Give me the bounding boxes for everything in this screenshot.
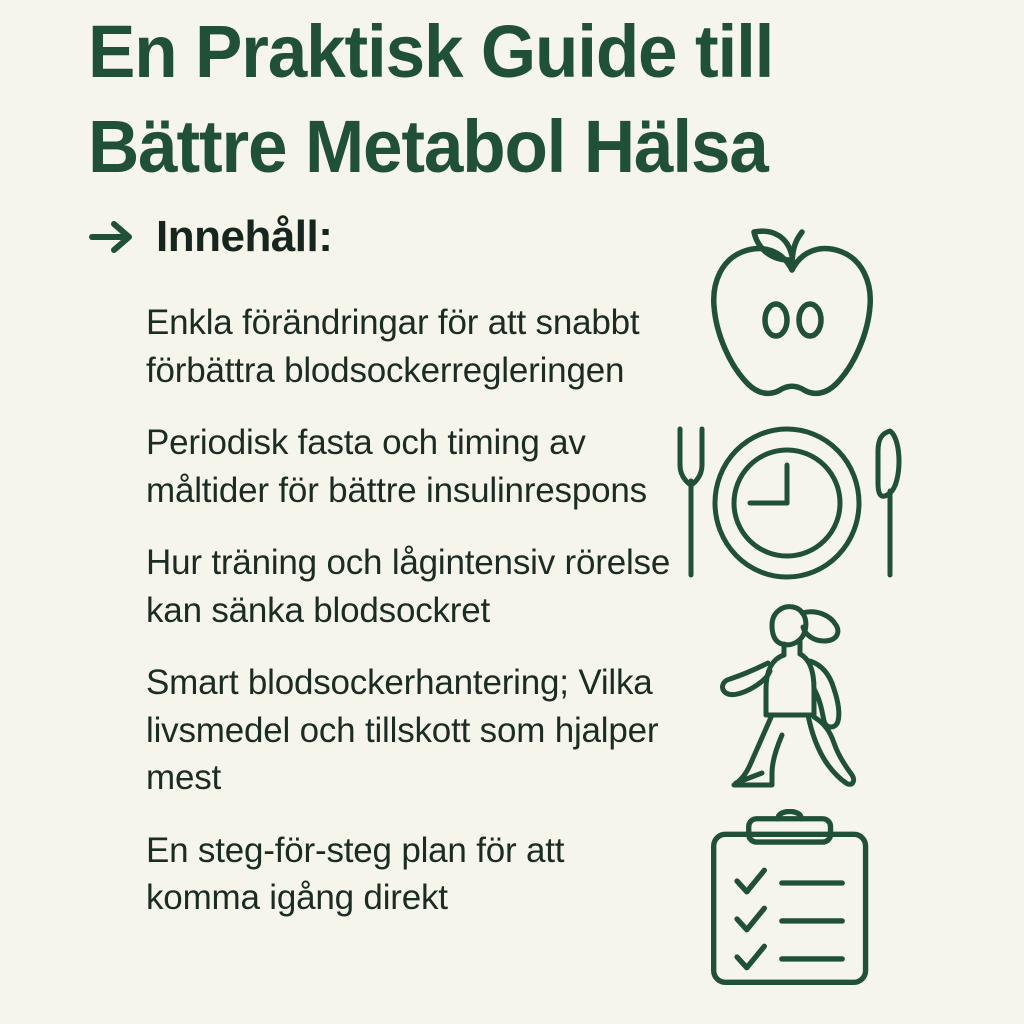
table-of-contents-label: Innehåll: xyxy=(156,212,333,261)
list-item: Enkla förändringar för att snabbt förbättra blodsockerregleringen xyxy=(146,303,640,390)
list-item: Periodisk fasta och timing av måltider för bättre insulinrespons xyxy=(146,423,647,510)
plate-clock-icon-slot xyxy=(640,405,970,587)
clipboard-checklist-icon-slot xyxy=(640,797,970,994)
plate-clock-icon xyxy=(662,417,912,587)
walking-person-icon xyxy=(710,597,880,797)
list-item: En steg-för-steg plan för att komma igång direkt xyxy=(146,830,565,917)
icon-column xyxy=(640,210,970,994)
page-title xyxy=(88,4,928,194)
table-of-contents-list xyxy=(146,299,682,922)
arrow-right-icon xyxy=(88,217,136,257)
list-item: Smart blodsockerhantering; Vilka livsmedel och tillskott som hjalper mest xyxy=(146,663,659,797)
list-item: Hur träning och lågintensiv rörelse kan sänka blodsockret xyxy=(146,543,671,630)
apple-icon xyxy=(702,210,882,405)
page-title-line-2: Bättre Metabol Hälsa xyxy=(88,105,768,188)
apple-icon-slot xyxy=(640,210,970,405)
table-of-contents-heading xyxy=(88,212,332,262)
walking-person-icon-slot xyxy=(640,587,970,797)
page-title-line-1: En Praktisk Guide till xyxy=(88,10,774,93)
clipboard-checklist-icon xyxy=(702,809,877,994)
